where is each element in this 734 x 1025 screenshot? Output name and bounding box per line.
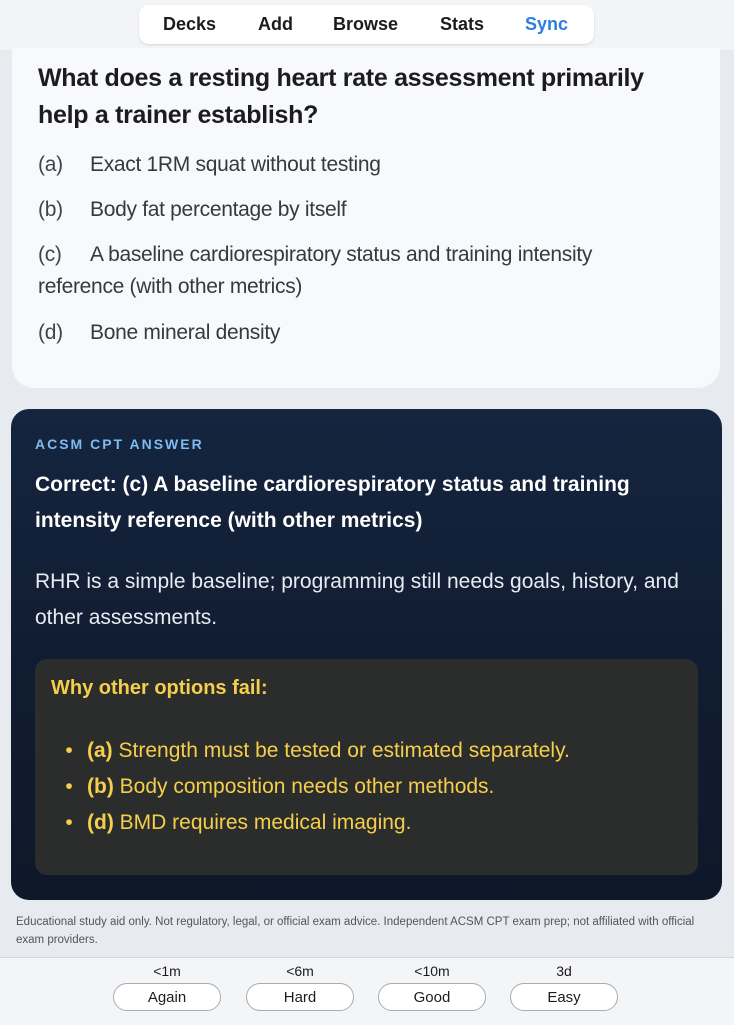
option-letter: (c) <box>38 243 62 266</box>
option-text: Exact 1RM squat without testing <box>90 153 381 176</box>
fail-text: Strength must be tested or estimated separately. <box>118 739 570 762</box>
fail-text: BMD requires medical imaging. <box>119 811 412 834</box>
bullet-icon: • <box>65 739 73 762</box>
nav-add[interactable]: Add <box>258 14 293 34</box>
nav-decks[interactable]: Decks <box>163 14 217 34</box>
disclaimer: Educational study aid only. Not regulatory, legal, or official exam advice. Independent ACSM CPT exam prep; not affiliated with official exam providers. <box>16 916 695 946</box>
option-b[interactable] <box>38 194 678 226</box>
option-text: A baseline cardiorespiratory status and training intensity reference (with other metrics) <box>38 243 593 298</box>
answer-card <box>11 409 722 900</box>
nav-browse[interactable]: Browse <box>333 14 399 34</box>
option-a[interactable] <box>38 149 678 181</box>
answer-kicker: ACSM CPT ANSWER <box>35 436 204 452</box>
fail-letter: (a) <box>87 739 113 762</box>
top-toolbar <box>0 0 734 50</box>
option-letter: (a) <box>38 153 63 176</box>
question-title: What does a resting heart rate assessment primarily help a trainer establish? <box>38 64 644 129</box>
bullet-icon: • <box>65 811 73 834</box>
question-card <box>12 48 720 388</box>
list-item <box>51 769 570 805</box>
list-item <box>51 805 570 841</box>
ease-bar <box>0 957 734 1025</box>
option-text: Bone mineral density <box>90 321 281 344</box>
easy-button[interactable]: Easy <box>510 983 618 1011</box>
good-button[interactable]: Good <box>378 983 486 1011</box>
option-d[interactable] <box>38 317 678 349</box>
interval-good: <10m <box>414 963 450 979</box>
fail-text: Body composition needs other methods. <box>119 775 495 798</box>
option-c[interactable] <box>38 239 658 303</box>
interval-again: <1m <box>153 963 181 979</box>
fail-box-title: Why other options fail: <box>51 677 268 699</box>
list-item <box>51 733 570 769</box>
interval-hard: <6m <box>286 963 314 979</box>
fail-letter: (b) <box>87 775 114 798</box>
answer-explanation: RHR is a simple baseline; programming still needs goals, history, and other assessments. <box>35 570 679 629</box>
correct-answer: Correct: (c) A baseline cardiorespiratory status and training intensity reference (with other metrics) <box>35 473 630 532</box>
option-letter: (d) <box>38 321 63 344</box>
nav-sync[interactable]: Sync <box>525 14 569 34</box>
fail-letter: (d) <box>87 811 114 834</box>
option-text: Body fat percentage by itself <box>90 198 347 221</box>
bullet-icon: • <box>65 775 73 798</box>
main-nav <box>139 5 594 44</box>
again-button[interactable]: Again <box>113 983 221 1011</box>
why-other-options-fail-box <box>35 659 698 875</box>
fail-list <box>51 733 570 841</box>
option-letter: (b) <box>38 198 63 221</box>
hard-button[interactable]: Hard <box>246 983 354 1011</box>
nav-stats[interactable]: Stats <box>440 14 485 34</box>
interval-easy: 3d <box>556 963 572 979</box>
